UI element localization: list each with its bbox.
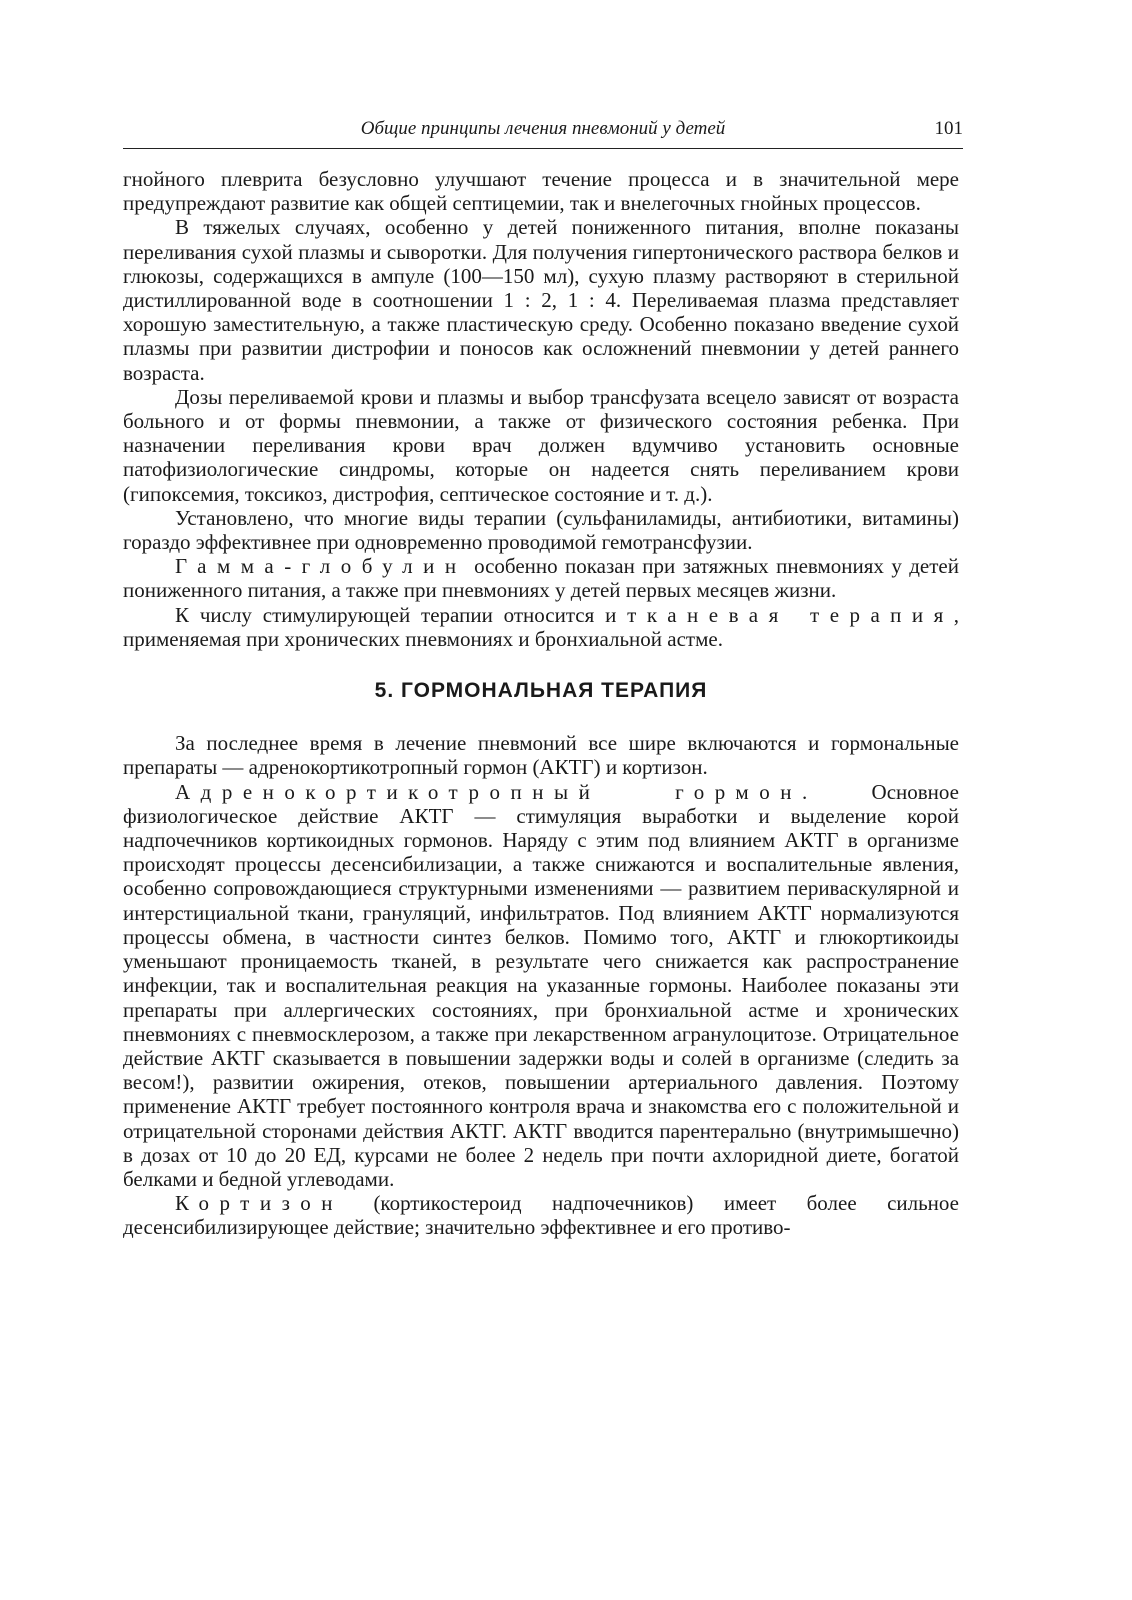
- page-number: 101: [934, 118, 963, 139]
- paragraph-text: К числу стимулирующей терапии относится и: [175, 602, 628, 627]
- paragraph-7: За последнее время в лечение пневмоний все шире включаются и гормональные препараты — адренокортикотропный гормон (АКТГ) и кортизон.: [123, 731, 959, 780]
- running-title: Общие принципы лечения пневмоний у детей: [360, 118, 726, 139]
- paragraph-text: . Основное физиологическое действие АКТГ — стимуляция выработки и выделение корой надпочечников кортикоидных гормонов. Наряду с этим под влиянием АКТГ в организме происходят процессы десенсибилизации, а также снижаются и воспалительные явления, особенно сопровождающиеся структурными изменениями — развитием периваскулярной и интерстициальной ткани, грануляций, инфильтратов. Под влиянием АКТГ нормализуются процессы обмена, в частности синтез белков. Помимо того, АКТГ и глюкортикоиды уменьшают проницаемость тканей, в результате чего снижается как распространение инфекции, так и воспалительная реакция на указанные гормоны. Наиболее показаны эти препараты при аллергических состояниях, при бронхиальной астме и хронических пневмониях с пневмосклерозом, а также при лекарственном агранулоцитозе. Отрицательное действие АКТГ сказывается в повышении задержки воды и солей в организме (следить за весом!), развитии ожирения, отеков, повышении артериального давления. Поэтому применение АКТГ требует постоянного контроля врача и знакомства его с положительной и отрицательной сторонами действия АКТГ. АКТГ вводится парентерально (внутримышечно) в дозах от 10 до 20 ЕД, курсами не более 2 недель при почти ахлоридной диете, богатой белками и бедной углеводами.: [123, 779, 959, 1191]
- paragraph-text: (кортикостероид надпочечников) имеет более сильное десенсибилизирующее действие; значительно эффективнее и его противо-: [123, 1191, 959, 1240]
- paragraph-text: особенно показан при затяжных пневмониях у детей пониженного питания, а также при пневмониях у детей первых месяцев жизни.: [123, 554, 959, 603]
- spaced-term: Адренокортикотропный гормон: [175, 779, 802, 804]
- spaced-term: Гамма-глобулин: [175, 554, 467, 579]
- paragraph-2: В тяжелых случаях, особенно у детей пониженного питания, вполне показаны переливания сухой плазмы и сыворотки. Для получения гипертонического раствора белков и глюкозы, содержащихся в ампуле (100—150 мл), сухую плазму растворяют в стерильной дистиллированной воде в соотношении 1 : 2, 1 : 4. Переливаемая плазма представляет хорошую заместительную, а также пластическую среду. Особенно показано введение сухой плазмы при развитии дистрофии и поносов как осложнений пневмонии у детей раннего возраста.: [123, 215, 959, 385]
- paragraph-8: [123, 780, 959, 1191]
- paragraph-6: [123, 603, 959, 651]
- section-heading: 5. ГОРМОНАЛЬНАЯ ТЕРАПИЯ: [374, 679, 708, 703]
- paragraph-text: , применяемая при хронических пневмониях и бронхиальной астме.: [123, 602, 959, 651]
- body-text: [123, 167, 959, 1240]
- paragraph-3: Дозы переливаемой крови и плазмы и выбор трансфузата всецело зависят от возраста больного и от формы пневмонии, а также от физического состояния ребенка. При назначении переливания крови врач должен вдумчиво установить основные патофизиологические синдромы, которые он надеется снять переливанием крови (гипоксемия, токсикоз, дистрофия, септическое состояние и т. д.).: [123, 384, 959, 506]
- page-header: [123, 118, 963, 149]
- paragraph-9: [123, 1191, 959, 1239]
- spaced-term: Кортизон: [175, 1191, 344, 1216]
- paragraph-4: Установлено, что многие виды терапии (сульфаниламиды, антибиотики, витамины) гораздо эффективнее при одновременно проводимой гемотрансфузии.: [123, 505, 959, 555]
- paragraph-1: гнойного плеврита безусловно улучшают течение процесса и в значительной мере предупреждают развитие как общей септицемии, так и внелегочных гнойных процессов.: [123, 167, 959, 216]
- paragraph-5: [123, 554, 959, 602]
- spaced-term: тканевая терапия: [627, 602, 954, 627]
